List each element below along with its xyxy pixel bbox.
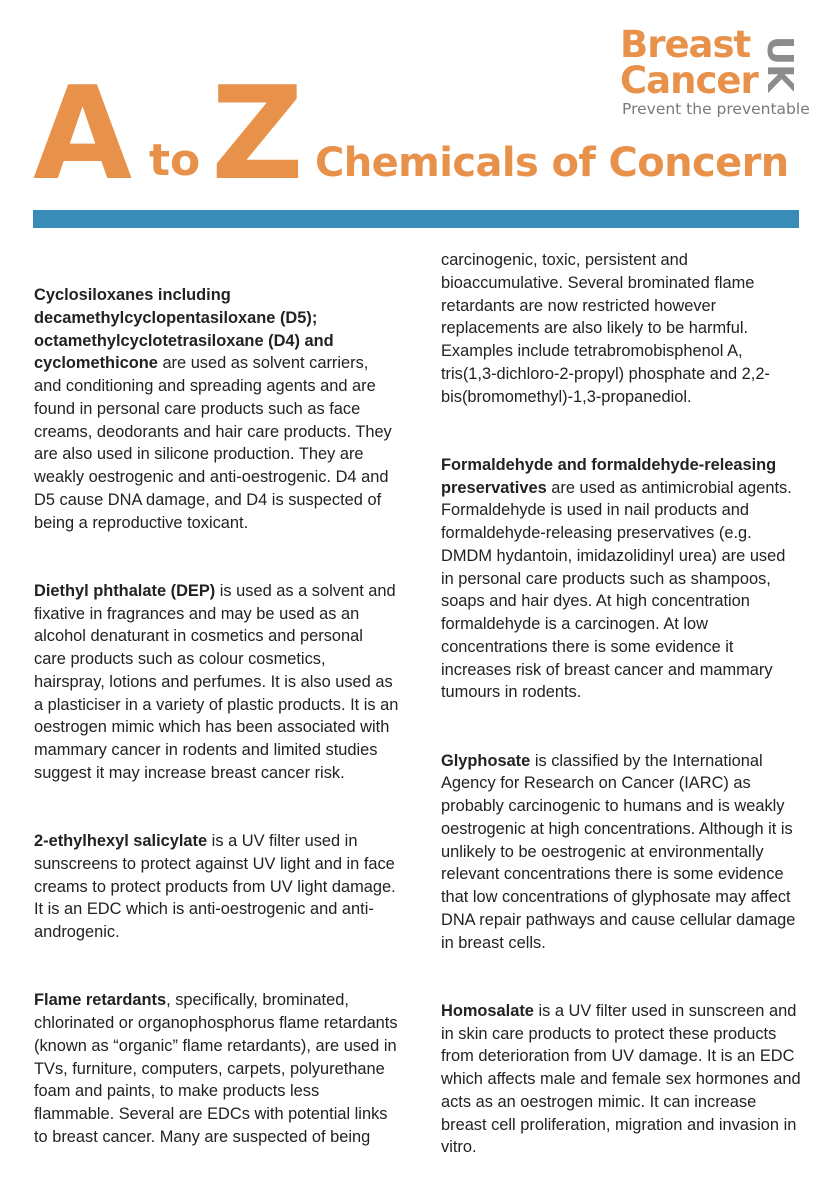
entry-formaldehyde <box>441 454 801 704</box>
logo-uk-text: UK <box>759 35 801 91</box>
entry-text: is classified by the International Agency for Research on Cancer (IARC) as probably carcinogenic to humans and is weakly oestrogenic at high concentrations. Although it is unlikely to be oestrogenic at environmentally relevant concentrations there is some evidence that low concentrations of glyphosate may affect DNA repair pathways and cause cellular damage in breast cells. <box>441 751 796 952</box>
logo-tagline: Prevent the preventable <box>622 100 810 118</box>
entry-flame-retardants <box>34 989 399 1148</box>
entry-diethyl-phthalate <box>34 580 399 785</box>
header-divider-bar <box>33 210 799 228</box>
entry-homosalate <box>441 1000 801 1159</box>
entry-flame-retardants-continued <box>441 249 801 408</box>
entry-text: is a UV filter used in sunscreen and in skin care products to protect these products from deterioration from UV damage. It is an EDC which affects male and female sex hormones and acts as an oestrogen mimic. It can increase breast cell proliferation, migration and invasion in vitro. <box>441 1001 801 1157</box>
entry-text: are used as antimicrobial agents. Formaldehyde is used in nail products and formaldehyde-releasing preservatives (e.g. DMDM hydantoin, imidazolidinyl urea) are used in personal care products such as shampoos, soaps and hair dyes. At high concentration formaldehyde is a carcinogen. At low concentrations there is some evidence it increases risk of breast cancer and mammary tumours in rodents. <box>441 478 792 702</box>
entry-text: carcinogenic, toxic, persistent and bioaccumulative. Several brominated flame retardants are now restricted however replacements are also likely to be harmful. Examples include tetrabromobisphenol A, tris(1,3-dichloro-2-propyl) phosphate and 2,2-bis(bromomethyl)-1,3-propanediol. <box>441 251 770 406</box>
entry-term: Flame retardants <box>34 991 167 1010</box>
title-subtitle: Chemicals of Concern <box>315 140 789 186</box>
entry-2-ethylhexyl-salicylate <box>34 830 399 944</box>
entry-term: Cyclosiloxanes including decamethylcyclopentasiloxane (D5); octamethylcyclotetrasiloxane (D4) and cyclomethicone <box>34 286 334 373</box>
entry-term: 2-ethylhexyl salicylate <box>34 832 208 850</box>
entry-text: , specifically, brominated, chlorinated or organophosphorus flame retardants (known as “organic” flame retardants), are used in TVs, furniture, computers, carpets, polyurethane foam and paints, to make products less flammable. Several are EDCs with potential links to breast cancer. Many are suspected of being <box>34 991 398 1146</box>
entry-cyclosiloxanes <box>34 284 399 534</box>
logo-word-breast: Breast <box>620 23 751 66</box>
title-letter-a: A <box>33 60 129 209</box>
entry-text: is used as a solvent and fixative in fragrances and may be used as an alcohol denaturant in cosmetics and personal care products such as colour cosmetics, hairspray, lotions and perfumes. It is also used as a plasticiser in a variety of plastic products. It is an oestrogen mimic which has been associated with mammary cancer in rodents and limited studies suggest it may increase breast cancer risk. <box>34 581 399 782</box>
entry-text: is a UV filter used in sunscreens to protect against UV light and in face creams to protect products from UV light damage. It is an EDC which is anti-oestrogenic and anti-androgenic. <box>34 832 396 941</box>
entry-term: Diethyl phthalate (DEP) <box>34 581 216 600</box>
entry-text: are used as solvent carriers, and conditioning and spreading agents and are found in personal care products such as face creams, deodorants and hair care products. They are also used in silicone production. They are weakly oestrogenic and anti-oestrogenic. D4 and D5 cause DNA damage, and D4 is suspected of being a reproductive toxicant. <box>34 354 392 532</box>
title-to: to <box>149 135 201 186</box>
logo-word-cancer: Cancer <box>620 59 758 102</box>
title-letter-z: Z <box>211 60 304 209</box>
entry-term: Glyphosate <box>441 751 531 770</box>
entry-term: Formaldehyde and formaldehyde-releasing preservatives <box>441 455 777 497</box>
right-column <box>441 249 801 1159</box>
entry-term: Homosalate <box>441 1001 534 1020</box>
entry-glyphosate <box>441 750 801 955</box>
left-column <box>34 284 399 1149</box>
